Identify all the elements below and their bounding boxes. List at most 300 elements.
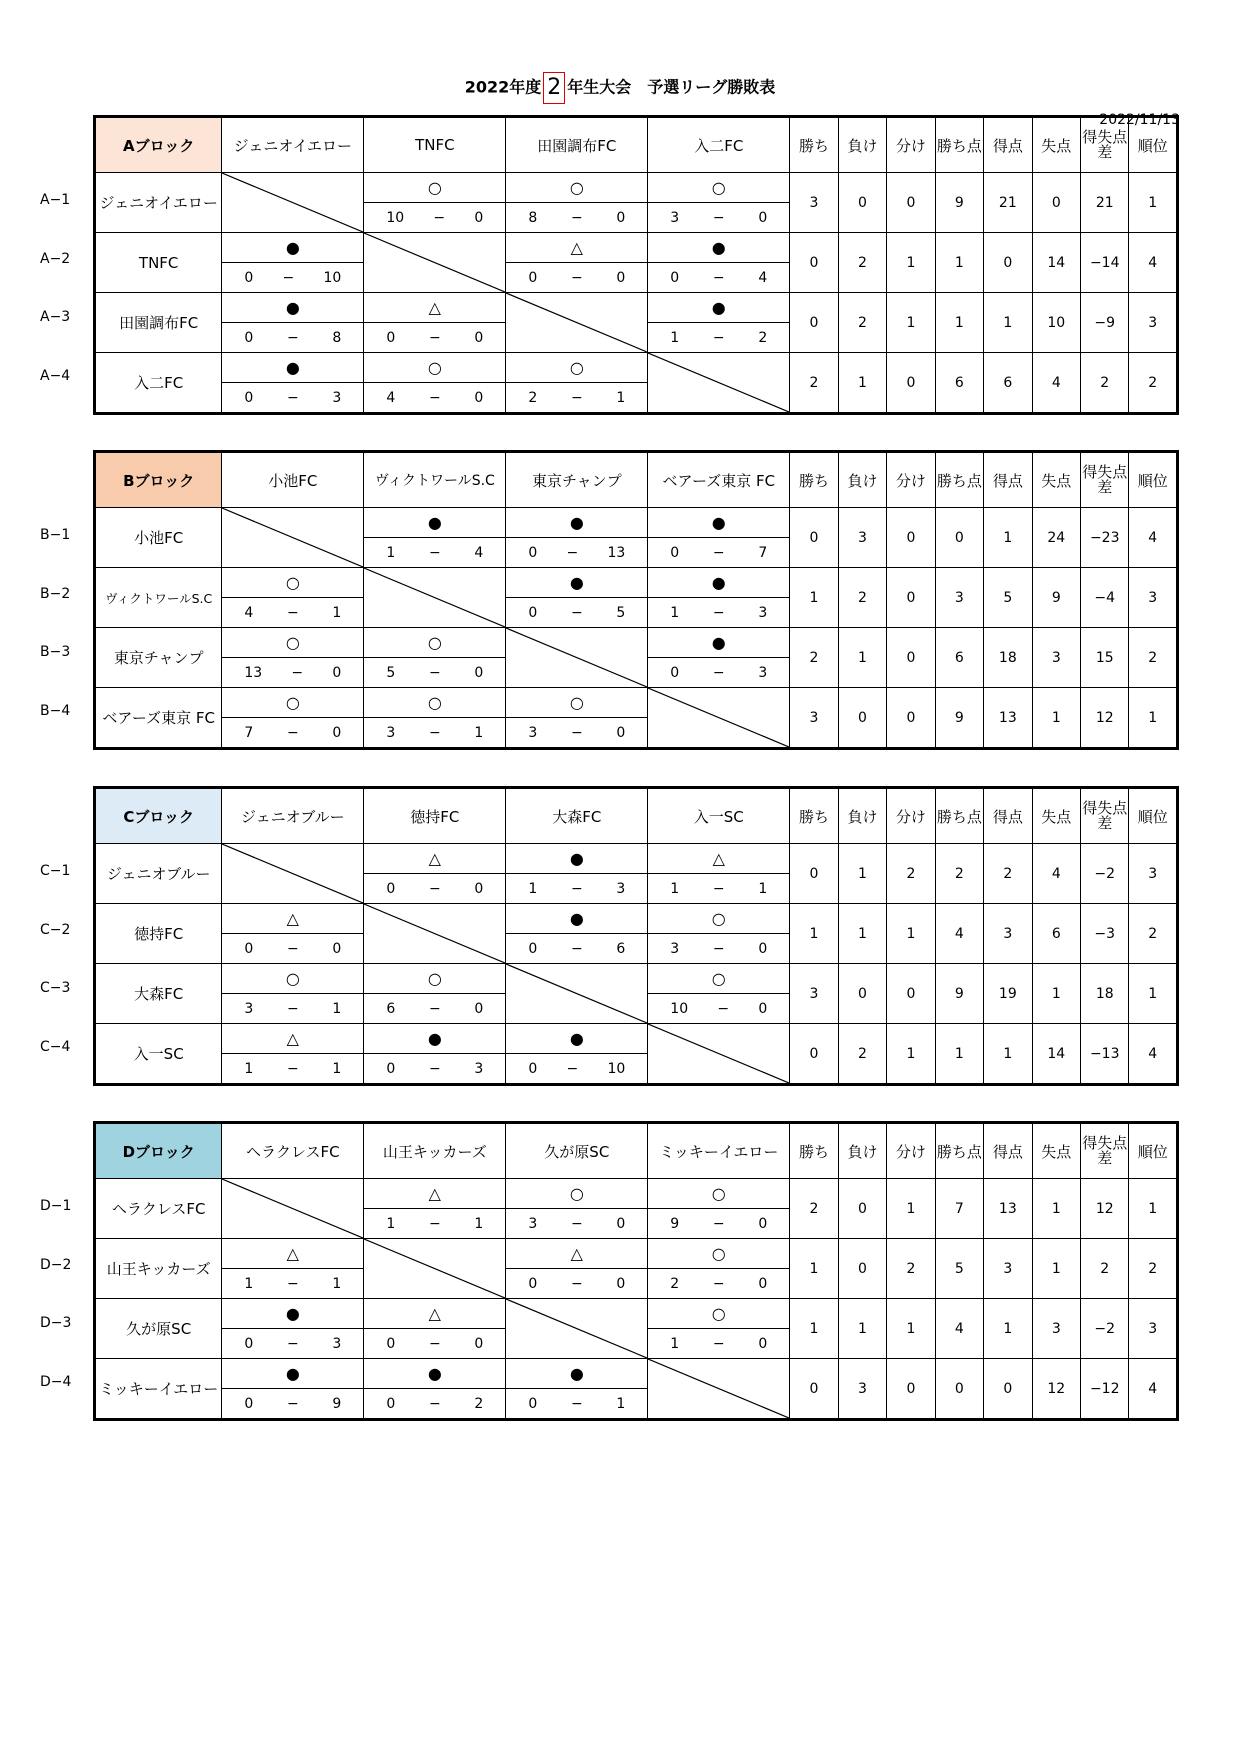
result-mark: ○ <box>648 964 790 994</box>
team-column-header: ジェニオブルー <box>222 788 364 844</box>
score-against: 3 <box>758 664 768 681</box>
stat-header-points: 勝ち点 <box>935 117 983 173</box>
stat-draw: 0 <box>887 508 935 568</box>
stat-gd: 15 <box>1081 628 1129 688</box>
team-name: 徳持FC <box>95 904 222 964</box>
stat-rank: 1 <box>1129 173 1178 233</box>
match-score <box>506 203 648 233</box>
score-for: 0 <box>386 1060 396 1077</box>
team-name: 入二FC <box>95 353 222 414</box>
match-score <box>648 994 790 1024</box>
score-against: 3 <box>332 1335 342 1352</box>
stat-header-gf: 得点 <box>984 788 1032 844</box>
score-dash: − <box>570 604 583 621</box>
stat-loss: 3 <box>838 1359 886 1420</box>
stat-gf: 2 <box>984 844 1032 904</box>
match-score <box>222 383 364 414</box>
stat-gf: 6 <box>984 353 1032 414</box>
match-score <box>364 1389 506 1420</box>
stat-header-draw: 分け <box>887 788 935 844</box>
score-dash: − <box>286 389 299 406</box>
score-against: 0 <box>332 664 342 681</box>
stat-gd: −2 <box>1081 844 1129 904</box>
result-mark: ○ <box>222 964 364 994</box>
team-name: ヴィクトワールS.C <box>95 568 222 628</box>
stat-win: 0 <box>790 293 838 353</box>
stat-header-points: 勝ち点 <box>935 452 983 508</box>
result-mark: ● <box>648 233 790 263</box>
score-dash: − <box>428 1215 441 1232</box>
row-label: D−1 <box>40 1198 72 1214</box>
score-dash: − <box>428 880 441 897</box>
stat-header-draw: 分け <box>887 1123 935 1179</box>
result-mark: △ <box>648 844 790 874</box>
stat-header-gd: 得失点差 <box>1081 117 1129 173</box>
match-score <box>506 934 648 964</box>
stat-header-loss: 負け <box>838 452 886 508</box>
score-for: 8 <box>528 209 538 226</box>
match-score <box>506 874 648 904</box>
score-against: 7 <box>758 544 768 561</box>
stat-rank: 1 <box>1129 964 1178 1024</box>
stat-gd: 21 <box>1081 173 1129 233</box>
result-mark: ● <box>364 1024 506 1054</box>
row-label: D−4 <box>40 1373 72 1390</box>
stat-points: 0 <box>935 1359 983 1420</box>
team-name: ベアーズ東京 FC <box>95 688 222 749</box>
score-against: 1 <box>616 1395 626 1412</box>
row-label: A−3 <box>40 309 71 325</box>
score-against: 4 <box>758 269 768 286</box>
stat-points: 2 <box>935 844 983 904</box>
diagonal-cell <box>648 353 790 414</box>
score-against: 3 <box>616 880 626 897</box>
match-score <box>364 874 506 904</box>
score-dash: − <box>286 1060 299 1077</box>
match-score <box>222 323 364 353</box>
stat-points: 1 <box>935 1024 983 1085</box>
standings-table <box>93 450 1179 750</box>
score-dash: − <box>433 209 446 226</box>
score-dash: − <box>712 940 725 957</box>
row-label: B−3 <box>40 644 71 660</box>
block-name: Dブロック <box>95 1123 222 1179</box>
score-for: 3 <box>528 1215 538 1232</box>
score-dash: − <box>717 1000 730 1017</box>
score-dash: − <box>428 544 441 561</box>
match-score <box>506 1209 648 1239</box>
score-dash: − <box>286 604 299 621</box>
stat-win: 3 <box>790 964 838 1024</box>
score-for: 1 <box>244 1275 254 1292</box>
stat-gd: −14 <box>1081 233 1129 293</box>
table-row <box>95 568 1178 598</box>
stat-win: 1 <box>790 904 838 964</box>
stat-ga: 1 <box>1032 1179 1080 1239</box>
match-score <box>648 598 790 628</box>
score-for: 4 <box>386 389 396 406</box>
page-title <box>0 72 1240 104</box>
match-score <box>506 598 648 628</box>
score-against: 0 <box>758 1335 768 1352</box>
score-against: 1 <box>332 1000 342 1017</box>
table-row <box>95 1299 1178 1329</box>
match-score <box>506 538 648 568</box>
stat-win: 0 <box>790 1024 838 1085</box>
score-for: 0 <box>244 389 254 406</box>
match-score <box>648 934 790 964</box>
stat-gf: 3 <box>984 1239 1032 1299</box>
stat-loss: 0 <box>838 1179 886 1239</box>
stat-draw: 1 <box>887 293 935 353</box>
result-mark: △ <box>222 904 364 934</box>
score-for: 3 <box>244 1000 254 1017</box>
match-score <box>222 994 364 1024</box>
score-against: 0 <box>474 664 484 681</box>
stat-header-ga: 失点 <box>1032 117 1080 173</box>
stat-gf: 13 <box>984 1179 1032 1239</box>
score-for: 0 <box>670 269 680 286</box>
stat-rank: 2 <box>1129 904 1178 964</box>
score-dash: − <box>282 269 295 286</box>
block-name: Aブロック <box>95 117 222 173</box>
score-dash: − <box>566 1060 579 1077</box>
stat-header-loss: 負け <box>838 117 886 173</box>
result-mark: ○ <box>648 173 790 203</box>
table-row <box>95 1179 1178 1209</box>
stat-points: 1 <box>935 233 983 293</box>
score-against: 5 <box>616 604 626 621</box>
row-label: B−4 <box>40 702 71 719</box>
score-for: 3 <box>386 724 396 741</box>
diagonal-cell <box>364 1239 506 1299</box>
stat-points: 0 <box>935 508 983 568</box>
score-dash: − <box>286 1335 299 1352</box>
score-against: 9 <box>332 1395 342 1412</box>
score-dash: − <box>712 209 725 226</box>
match-score <box>648 874 790 904</box>
stat-loss: 2 <box>838 1024 886 1085</box>
diagonal-cell <box>364 233 506 293</box>
standings-table <box>93 1121 1179 1421</box>
result-mark: △ <box>364 1299 506 1329</box>
score-dash: − <box>712 1335 725 1352</box>
score-dash: − <box>428 664 441 681</box>
score-dash: − <box>570 1395 583 1412</box>
stat-rank: 3 <box>1129 293 1178 353</box>
score-dash: − <box>570 389 583 406</box>
score-dash: − <box>566 544 579 561</box>
result-mark: ○ <box>648 1299 790 1329</box>
stat-header-points: 勝ち点 <box>935 1123 983 1179</box>
result-mark: ● <box>506 1024 648 1054</box>
team-name: 小池FC <box>95 508 222 568</box>
match-score <box>648 658 790 688</box>
team-column-header: ヘラクレスFC <box>222 1123 364 1179</box>
score-dash: − <box>291 664 304 681</box>
result-mark: ● <box>506 1359 648 1389</box>
stat-points: 9 <box>935 688 983 749</box>
score-for: 10 <box>670 1000 689 1017</box>
team-column-header: TNFC <box>364 117 506 173</box>
diagonal-cell <box>506 293 648 353</box>
score-dash: − <box>570 940 583 957</box>
stat-rank: 3 <box>1129 844 1178 904</box>
score-for: 1 <box>670 1335 680 1352</box>
stat-header-draw: 分け <box>887 452 935 508</box>
stat-gf: 3 <box>984 904 1032 964</box>
stat-win: 1 <box>790 1299 838 1359</box>
score-dash: − <box>286 724 299 741</box>
diagonal-cell <box>222 173 364 233</box>
score-for: 0 <box>528 544 538 561</box>
team-name: ジェニオイエロー <box>95 173 222 233</box>
stat-win: 2 <box>790 353 838 414</box>
match-score <box>364 383 506 414</box>
match-score <box>364 1329 506 1359</box>
score-for: 5 <box>386 664 396 681</box>
score-against: 0 <box>616 1275 626 1292</box>
match-score <box>648 538 790 568</box>
diagonal-cell <box>222 844 364 904</box>
diagonal-cell <box>506 628 648 688</box>
score-for: 1 <box>386 1215 396 1232</box>
team-column-header: 山王キッカーズ <box>364 1123 506 1179</box>
stat-header-win: 勝ち <box>790 788 838 844</box>
stat-draw: 0 <box>887 353 935 414</box>
team-column-header: ベアーズ東京 FC <box>648 452 790 508</box>
score-dash: − <box>428 1000 441 1017</box>
score-for: 6 <box>386 1000 396 1017</box>
score-dash: − <box>712 1275 725 1292</box>
stat-points: 5 <box>935 1239 983 1299</box>
match-score <box>364 1209 506 1239</box>
result-mark: ● <box>648 628 790 658</box>
score-against: 3 <box>332 389 342 406</box>
score-dash: − <box>286 329 299 346</box>
stat-gf: 18 <box>984 628 1032 688</box>
match-score <box>648 1269 790 1299</box>
score-dash: − <box>712 329 725 346</box>
score-against: 0 <box>474 389 484 406</box>
row-label: A−1 <box>40 192 71 208</box>
team-column-header: 東京チャンプ <box>506 452 648 508</box>
score-dash: − <box>428 1060 441 1077</box>
table-row <box>95 508 1178 538</box>
match-score <box>364 538 506 568</box>
stat-draw: 0 <box>887 628 935 688</box>
table-row <box>95 1024 1178 1054</box>
stat-gd: −3 <box>1081 904 1129 964</box>
header-row <box>95 788 1178 844</box>
score-for: 0 <box>670 544 680 561</box>
row-label: B−1 <box>40 527 71 543</box>
score-for: 0 <box>528 1275 538 1292</box>
score-against: 0 <box>758 1000 768 1017</box>
block-3 <box>40 786 1180 1076</box>
stat-draw: 1 <box>887 1179 935 1239</box>
stat-draw: 1 <box>887 1299 935 1359</box>
stat-ga: 14 <box>1032 1024 1080 1085</box>
standings-table <box>93 786 1179 1086</box>
score-against: 13 <box>607 544 626 561</box>
score-against: 0 <box>616 1215 626 1232</box>
score-against: 1 <box>332 1060 342 1077</box>
match-score <box>506 263 648 293</box>
stat-points: 9 <box>935 173 983 233</box>
stat-loss: 1 <box>838 844 886 904</box>
stat-rank: 4 <box>1129 1359 1178 1420</box>
standings-table <box>93 115 1179 415</box>
stat-rank: 3 <box>1129 568 1178 628</box>
score-against: 1 <box>474 724 484 741</box>
score-against: 1 <box>758 880 768 897</box>
block-1 <box>40 115 1180 405</box>
stat-header-gd: 得失点差 <box>1081 452 1129 508</box>
stat-header-gf: 得点 <box>984 117 1032 173</box>
stat-gf: 5 <box>984 568 1032 628</box>
stat-header-rank: 順位 <box>1129 1123 1178 1179</box>
team-name: ジェニオブルー <box>95 844 222 904</box>
score-for: 3 <box>670 940 680 957</box>
stat-ga: 4 <box>1032 844 1080 904</box>
match-score <box>364 323 506 353</box>
score-for: 0 <box>244 269 254 286</box>
score-for: 9 <box>670 1215 680 1232</box>
match-score <box>222 1389 364 1420</box>
stat-header-rank: 順位 <box>1129 452 1178 508</box>
score-dash: − <box>286 940 299 957</box>
stat-rank: 4 <box>1129 233 1178 293</box>
stat-rank: 1 <box>1129 1179 1178 1239</box>
stat-rank: 4 <box>1129 508 1178 568</box>
stat-loss: 0 <box>838 964 886 1024</box>
stat-points: 7 <box>935 1179 983 1239</box>
block-4 <box>40 1121 1180 1411</box>
result-mark: ● <box>222 1299 364 1329</box>
stat-gd: 2 <box>1081 353 1129 414</box>
score-for: 1 <box>670 329 680 346</box>
stat-win: 3 <box>790 173 838 233</box>
table-row <box>95 844 1178 874</box>
score-for: 0 <box>528 604 538 621</box>
score-for: 0 <box>244 1395 254 1412</box>
result-mark: ○ <box>222 628 364 658</box>
stat-header-ga: 失点 <box>1032 788 1080 844</box>
score-for: 1 <box>528 880 538 897</box>
stat-win: 0 <box>790 1359 838 1420</box>
score-dash: − <box>712 544 725 561</box>
result-mark: ● <box>364 508 506 538</box>
score-for: 0 <box>528 1395 538 1412</box>
result-mark: △ <box>364 293 506 323</box>
match-score <box>506 383 648 414</box>
result-mark: ● <box>506 844 648 874</box>
score-dash: − <box>712 1215 725 1232</box>
score-against: 0 <box>758 209 768 226</box>
team-column-header: 入一SC <box>648 788 790 844</box>
result-mark: ● <box>222 1359 364 1389</box>
stat-ga: 24 <box>1032 508 1080 568</box>
stat-header-rank: 順位 <box>1129 117 1178 173</box>
score-for: 7 <box>244 724 254 741</box>
match-score <box>648 323 790 353</box>
score-for: 1 <box>244 1060 254 1077</box>
stat-draw: 0 <box>887 964 935 1024</box>
score-against: 0 <box>616 724 626 741</box>
team-column-header: 久が原SC <box>506 1123 648 1179</box>
result-mark: △ <box>222 1239 364 1269</box>
score-against: 0 <box>332 940 342 957</box>
row-label: B−2 <box>40 585 71 602</box>
score-for: 0 <box>244 329 254 346</box>
result-mark: △ <box>222 1024 364 1054</box>
stat-header-ga: 失点 <box>1032 452 1080 508</box>
match-score <box>222 718 364 749</box>
date: 2022/11/13 <box>1099 112 1180 128</box>
score-against: 1 <box>332 1275 342 1292</box>
stat-header-win: 勝ち <box>790 1123 838 1179</box>
stat-loss: 1 <box>838 1299 886 1359</box>
stat-header-gd: 得失点差 <box>1081 1123 1129 1179</box>
stat-rank: 2 <box>1129 353 1178 414</box>
stat-ga: 6 <box>1032 904 1080 964</box>
score-dash: − <box>570 724 583 741</box>
team-column-header: 徳持FC <box>364 788 506 844</box>
result-mark: ○ <box>364 173 506 203</box>
score-for: 0 <box>244 940 254 957</box>
stat-draw: 1 <box>887 904 935 964</box>
score-against: 0 <box>474 880 484 897</box>
score-dash: − <box>712 664 725 681</box>
stat-rank: 2 <box>1129 628 1178 688</box>
row-label: A−2 <box>40 250 71 267</box>
match-score <box>648 1209 790 1239</box>
stat-points: 6 <box>935 628 983 688</box>
diagonal-cell <box>364 904 506 964</box>
result-mark: △ <box>506 233 648 263</box>
title-prefix: 2022年度 <box>464 77 542 97</box>
score-dash: − <box>286 1395 299 1412</box>
score-for: 2 <box>670 1275 680 1292</box>
score-dash: − <box>286 1275 299 1292</box>
stat-header-loss: 負け <box>838 1123 886 1179</box>
team-name: 田園調布FC <box>95 293 222 353</box>
stat-win: 2 <box>790 628 838 688</box>
diagonal-cell <box>506 964 648 1024</box>
score-against: 0 <box>474 329 484 346</box>
stat-draw: 1 <box>887 233 935 293</box>
score-dash: − <box>712 880 725 897</box>
score-against: 0 <box>616 209 626 226</box>
score-for: 0 <box>386 1335 396 1352</box>
team-column-header: 入二FC <box>648 117 790 173</box>
match-score <box>364 718 506 749</box>
team-column-header: ジェニオイエロー <box>222 117 364 173</box>
score-against: 2 <box>758 329 768 346</box>
score-against: 6 <box>616 940 626 957</box>
score-against: 1 <box>332 604 342 621</box>
stat-loss: 1 <box>838 904 886 964</box>
team-column-header: ミッキーイエロー <box>648 1123 790 1179</box>
diagonal-cell <box>506 1299 648 1359</box>
result-mark: ○ <box>506 1179 648 1209</box>
score-dash: − <box>570 1215 583 1232</box>
table-row <box>95 293 1178 323</box>
score-for: 0 <box>386 1395 396 1412</box>
stat-loss: 0 <box>838 1239 886 1299</box>
score-dash: − <box>428 329 441 346</box>
